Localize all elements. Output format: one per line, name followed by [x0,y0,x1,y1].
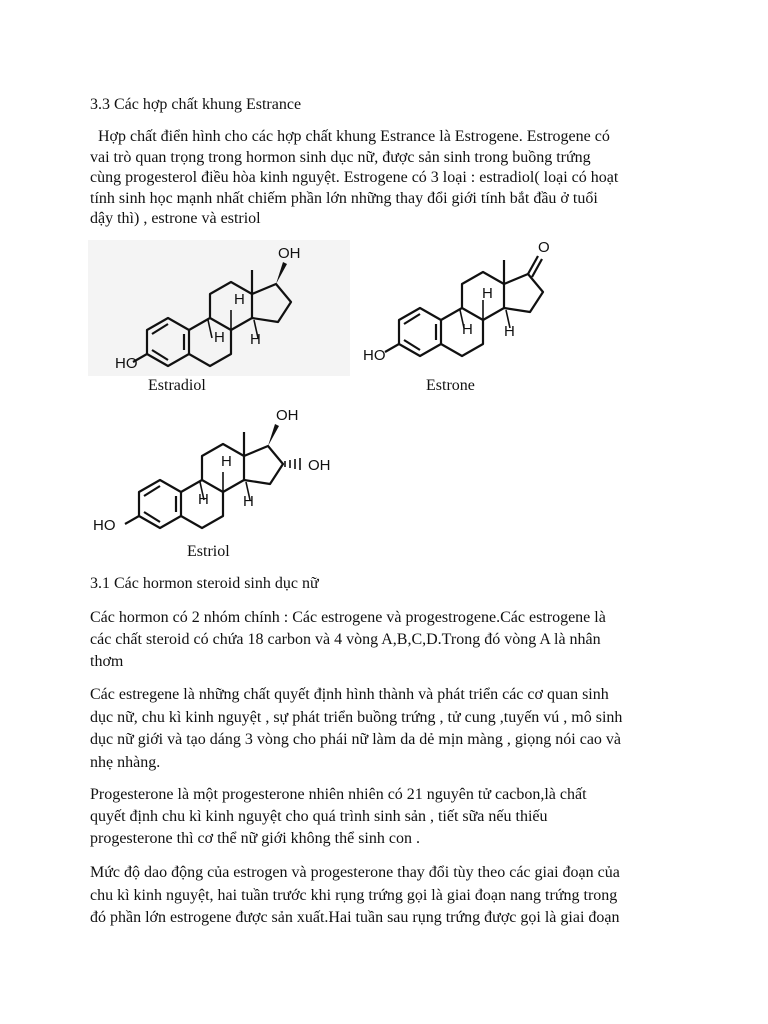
estriol-h-label: H [243,493,254,510]
paragraph-line: chu kì kinh nguyệt, hai tuần trước khi rụng trứng gọi là giai đoạn nang trứng trong [90,886,618,904]
estradiol-ho-label: HO [115,355,138,372]
estradiol-oh-label: OH [278,245,301,262]
estriol-svg [88,404,350,540]
paragraph-line: quyết định chu kì kinh nguyệt cho quá trình sinh sản , tiết sữa nếu thiếu [90,808,548,825]
paragraph-line: các chất steroid có chứa 18 carbon và 4 vòng A,B,C,D.Trong đó vòng A là nhân [90,631,601,648]
estriol-oh-side-label: OH [308,457,331,474]
intro-paragraph [90,127,690,230]
estrone-o-label: O [538,239,550,256]
estradiol-structure-image [88,240,350,376]
paragraph-estrogene-role [90,684,690,774]
estradiol-h-label: H [214,329,225,346]
paragraph-line: Progesterone là một progesterone nhiên nhiên có 21 nguyên tử cacbon,là chất [90,786,587,803]
estradiol-caption: Estradiol [148,377,206,394]
estradiol-h-label: H [250,331,261,348]
estrone-ho-label: HO [363,347,386,364]
paragraph-line: dục nữ giới và tạo dáng 3 vòng cho phái nữ làm da dẻ mịn màng , giọng nói cao và [90,731,622,748]
estrone-svg [358,236,568,370]
estrone-h-label: H [504,323,515,340]
paragraph-line: Các estregene là những chất quyết định hình thành và phát triển các cơ quan sinh [90,686,609,703]
estriol-structure-image [88,404,350,540]
intro-line: Hợp chất điển hình cho các hợp chất khung Estrance là Estrogene. Estrogene có [90,128,610,145]
estrone-structure-image [358,236,568,370]
paragraph-line: Các hormon có 2 nhóm chính : Các estrogene và progestrogene.Các estrogene là [90,609,606,626]
estradiol-h-label: H [234,291,245,308]
paragraph-line: Mức độ dao động của estrogen và progesterone thay đổi tùy theo các giai đoạn của [90,864,620,881]
estriol-h-label: H [198,491,209,508]
paragraph-line: progesterone thì cơ thể nữ giới không thể sinh con . [90,830,420,847]
paragraph-line: đó phần lớn estrogene được sản xuất.Hai tuần sau rụng trứng được gọi là giai đoạn [90,909,620,926]
intro-line: dậy thì) , estrone và estriol [90,210,261,227]
estradiol-svg [88,240,350,376]
paragraph-hormone-groups [90,607,690,673]
paragraph-progesterone [90,784,690,850]
intro-line: cùng progesterol điều hòa kinh nguyệt. Estrogene có 3 loại : estradiol( loại có hoạt [90,169,619,186]
estriol-ho-label: HO [93,517,116,534]
estrone-caption: Estrone [426,377,475,394]
paragraph-line: nhẹ nhàng. [90,753,161,771]
intro-line: tính sinh học mạnh nhất chiếm phần lớn những thay đổi giới tính bắt đầu ở tuổi [90,189,598,207]
paragraph-line: thơm [90,653,124,670]
estriol-oh-top-label: OH [276,407,299,424]
paragraph-hormone-levels [90,862,690,930]
intro-line: vai trò quan trọng trong hormon sinh dục nữ, được sản sinh trong buồng trứng [90,148,591,166]
estriol-caption: Estriol [187,543,230,560]
estrone-h-label: H [482,285,493,302]
estrone-h-label: H [462,321,473,338]
estriol-h-label: H [221,453,232,470]
paragraph-line: dục nữ, chu kì kinh nguyệt , sự phát triển buồng trứng , tử cung ,tuyến vú , mô sinh [90,708,623,726]
section2-heading: 3.1 Các hormon steroid sinh dục nữ [90,575,319,592]
section-heading: 3.3 Các hợp chất khung Estrance [90,96,302,113]
